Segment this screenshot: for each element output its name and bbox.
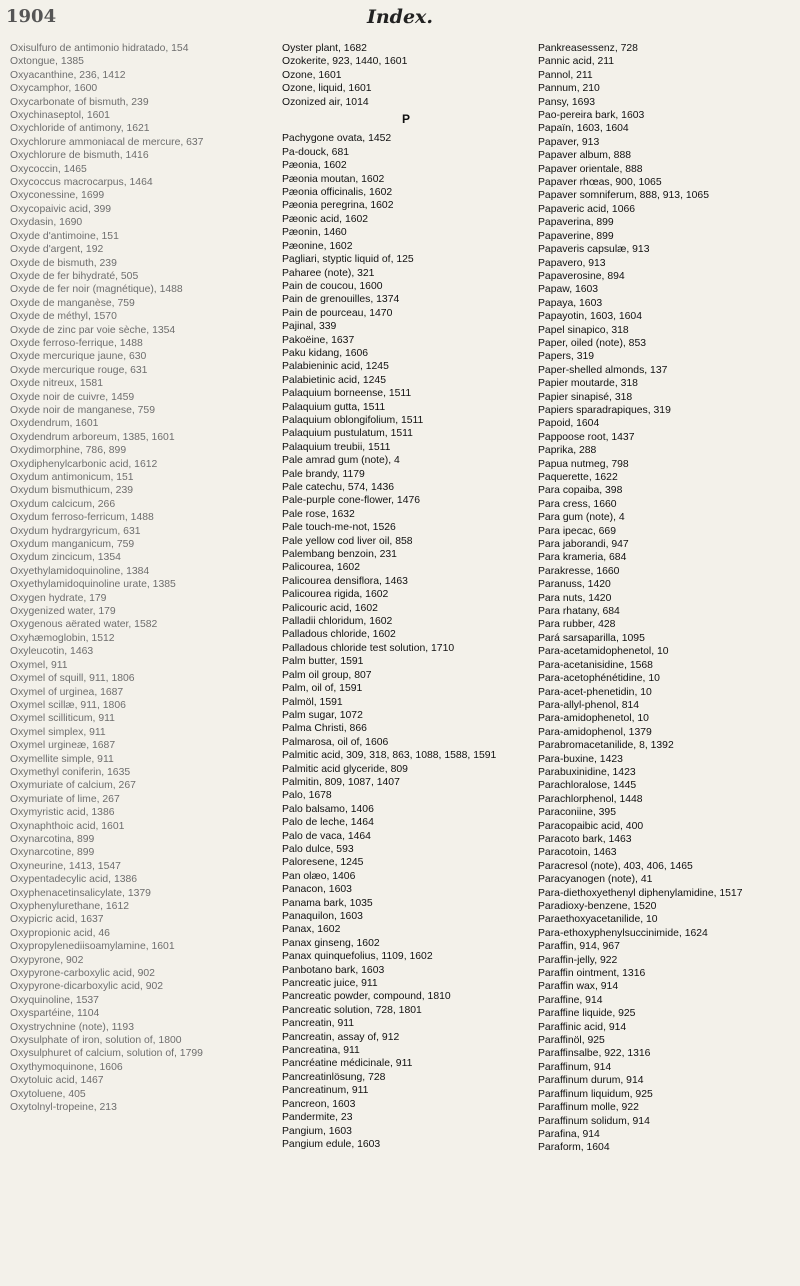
index-entry: Pangium, 1603 (282, 1125, 352, 1137)
index-entry: Pain de pourceau, 1470 (282, 307, 393, 319)
index-entry: Paraffinum solidum, 914 (538, 1115, 650, 1127)
index-entry: Oxycarbonate of bismuth, 239 (10, 96, 149, 108)
index-entry: Oxyde de manganèse, 759 (10, 297, 135, 309)
index-entry: Oxyde de méthyl, 1570 (10, 311, 117, 323)
index-entry: Oxyde de bismuth, 239 (10, 257, 117, 269)
index-entry: Papaverine, 899 (538, 230, 614, 242)
index-entry: Pale touch-me-not, 1526 (282, 522, 396, 534)
index-entry: Oxymel urgineæ, 1687 (10, 740, 116, 752)
index-entry: Palaquium gutta, 1511 (282, 401, 386, 413)
index-entry: Oxydiphenylcarbonic acid, 1612 (10, 458, 158, 470)
index-entry: Para-amidophenetol, 10 (538, 713, 649, 725)
index-entry: Oxyconessine, 1699 (10, 190, 105, 202)
index-entry: Papaverosine, 894 (538, 270, 625, 282)
index-entry: Oxypyrone, 902 (10, 954, 84, 966)
index-entry: Para jaborandi, 947 (538, 539, 629, 551)
index-entry: Pæonic acid, 1602 (282, 213, 369, 225)
index-entry: Oxygenized water, 179 (10, 606, 116, 618)
page-header (0, 4, 800, 34)
index-entry: Papaver album, 888 (538, 150, 631, 162)
index-entry: Paraform, 1604 (538, 1142, 610, 1154)
index-entry: Oxysulphuret of calcium, solution of, 1799 (10, 1048, 203, 1060)
index-entry: Panama bark, 1035 (282, 897, 373, 909)
index-entry: Para gum (note), 4 (538, 512, 625, 524)
index-entry: Papua nutmeg, 798 (538, 458, 629, 470)
index-entry: Pancreatin, 911 (282, 1018, 355, 1030)
index-entry: Panax quinquefolius, 1109, 1602 (282, 951, 433, 963)
index-entry: Palabietinic acid, 1245 (282, 374, 386, 386)
index-entry: Para ipecac, 669 (538, 525, 616, 537)
index-entry: Para rhatany, 684 (538, 606, 620, 618)
index-entry: Pan olæo, 1406 (282, 870, 356, 882)
index-entry: Pain de grenouilles, 1374 (282, 294, 400, 306)
index-entry: Para-diethoxyethenyl diphenylamidine, 1517 (538, 887, 743, 899)
index-entry: Palaquium pustulatum, 1511 (282, 428, 413, 440)
index-entry: Ozonized air, 1014 (282, 96, 369, 108)
index-entry: Pappoose root, 1437 (538, 431, 635, 443)
index-entry: Pancreatina, 911 (282, 1045, 360, 1057)
index-entry: Pannol, 211 (538, 69, 593, 81)
index-entry: Para-acetophénétidine, 10 (538, 673, 660, 685)
index-entry: Pannum, 210 (538, 83, 600, 95)
index-entry: Oxymel, 911 (10, 659, 68, 671)
index-entry: Oxythymoquinone, 1606 (10, 1061, 123, 1073)
index-entry: Oxymel scilliticum, 911 (10, 713, 115, 725)
index-entry: Paradioxy-benzene, 1520 (538, 901, 657, 912)
index-entry: Paraffinöl, 925 (538, 1035, 605, 1047)
index-entry: Palladous chloride test solution, 1710 (282, 642, 455, 654)
index-entry: Oxymyristic acid, 1386 (10, 807, 115, 819)
index-entry: Papayotin, 1603, 1604 (538, 311, 642, 323)
index-entry: Oxypyrone-carboxylic acid, 902 (10, 968, 155, 980)
index-entry: Paraffinum durum, 914 (538, 1075, 644, 1087)
index-entry: Paraffin, 914, 967 (538, 941, 620, 953)
index-entry: Paracyanogen (note), 41 (538, 874, 653, 886)
index-entry: Oxydum antimonicum, 151 (10, 472, 134, 483)
page-number: 1904 (6, 6, 57, 27)
index-entry: Paraffin-jelly, 922 (538, 954, 618, 966)
index-entry: Ozone, liquid, 1601 (282, 83, 372, 95)
index-entry: Paraffinic acid, 914 (538, 1021, 627, 1033)
index-entry: Oxyleucotin, 1463 (10, 646, 94, 658)
index-entry: Palm sugar, 1072 (282, 709, 363, 721)
index-entry: Oxyacanthine, 236, 1412 (10, 69, 126, 81)
index-entry: Papel sinapico, 318 (538, 324, 629, 336)
index-entry: Oxyde d'antimoine, 151 (10, 230, 119, 242)
index-entry: Papaver, 913 (538, 136, 600, 148)
index-entry: Pæonia officinalis, 1602 (282, 187, 393, 199)
index-entry: Palo de leche, 1464 (282, 817, 374, 829)
index-entry: Paranuss, 1420 (538, 579, 611, 591)
index-entry: Pale rose, 1632 (282, 508, 355, 520)
index-entry: Oxytolnyl-tropeine, 213 (10, 1102, 117, 1114)
index-entry: Pancreatic juice, 911 (282, 978, 378, 990)
index-entry: Oxynarcotine, 899 (10, 847, 95, 859)
index-entry: Oxyde nitreux, 1581 (10, 378, 103, 390)
index-entry: Para-allyl-phenol, 814 (538, 699, 640, 711)
index-entry: Oxystrychnine (note), 1193 (10, 1021, 134, 1033)
index-entry: Pancreatinum, 911 (282, 1085, 369, 1097)
index-entry: Papier sinapisé, 318 (538, 391, 633, 403)
index-entry: Pagliari, styptic liquid of, 125 (282, 254, 414, 266)
index-entry: Pancreon, 1603 (282, 1098, 356, 1110)
index-entry: Oxydimorphine, 786, 899 (10, 445, 127, 457)
index-entry: Paracopaibic acid, 400 (538, 820, 644, 832)
index-entry: Oxygen hydrate, 179 (10, 592, 107, 604)
index-entry: Papaw, 1603 (538, 284, 599, 296)
index-entry: Paraffinum, 914 (538, 1061, 612, 1073)
index-entry: Oxyspartéine, 1104 (10, 1008, 100, 1020)
index-entry: Oxymel of squill, 911, 1806 (10, 673, 135, 685)
index-entry: Oxtongue, 1385 (10, 56, 84, 68)
index-entry: Parabromacetanilide, 8, 1392 (538, 740, 674, 752)
index-entry: Panaquilon, 1603 (282, 911, 363, 922)
index-entry: Paracresol (note), 403, 406, 1465 (538, 860, 693, 872)
index-entry: Panax, 1602 (282, 924, 341, 936)
index-entry: Pandermite, 23 (282, 1112, 353, 1124)
index-entry: Oxyde noir de cuivre, 1459 (10, 391, 135, 403)
index-column-middle-o-entries (282, 42, 530, 109)
index-entry: Palmöl, 1591 (282, 696, 343, 708)
index-entry: Palo, 1678 (282, 790, 332, 802)
index-entry: Oxynaphthoic acid, 1601 (10, 820, 125, 832)
index-entry: Panbotano bark, 1603 (282, 964, 385, 976)
index-entry: Pangium edule, 1603 (282, 1138, 381, 1150)
index-entry: Parachlorphenol, 1448 (538, 793, 643, 805)
index-entry: Pakoëine, 1637 (282, 334, 355, 346)
index-entry: Oxyneurine, 1413, 1547 (10, 860, 121, 872)
index-entry: Pæonin, 1460 (282, 227, 347, 239)
index-entry: Papers, 319 (538, 351, 595, 363)
index-entry: Palmitic acid, 309, 318, 863, 1088, 1588, 1591 (282, 750, 497, 762)
index-entry: Paracotoin, 1463 (538, 847, 617, 859)
index-entry: Paku kidang, 1606 (282, 347, 369, 359)
index-entry: Oxycamphor, 1600 (10, 83, 98, 95)
index-entry: Pæonia, 1602 (282, 160, 347, 172)
index-entry: Pale yellow cod liver oil, 858 (282, 535, 413, 547)
index-entry: Para-buxine, 1423 (538, 753, 623, 765)
index-entry: Palaquium borneense, 1511 (282, 388, 412, 400)
index-entry: Pale catechu, 574, 1436 (282, 482, 395, 493)
index-entry: Paraethoxyacetanilide, 10 (538, 914, 658, 926)
index-entry: Para-ethoxyphenylsuccinimide, 1624 (538, 927, 708, 939)
index-entry: Pale amrad gum (note), 4 (282, 455, 400, 467)
index-entry: Paharee (note), 321 (282, 267, 375, 279)
index-entry: Palicouric acid, 1602 (282, 602, 378, 614)
index-entry: Oxytoluene, 405 (10, 1088, 86, 1100)
index-entry: Para-acet-phenetidin, 10 (538, 686, 652, 698)
index-entry: Oxydasin, 1690 (10, 217, 83, 229)
index-entry: Papaver rhœas, 900, 1065 (538, 177, 662, 189)
index-entry: Oxyethylamidoquinoline urate, 1385 (10, 579, 176, 591)
index-entry: Oxydum manganicum, 759 (10, 539, 135, 551)
index-entry: Palicourea, 1602 (282, 562, 360, 574)
index-entry: Oxychinaseptol, 1601 (10, 110, 110, 122)
index-entry: Oxydum bismuthicum, 239 (10, 485, 134, 497)
index-entry: Parachloralose, 1445 (538, 780, 637, 792)
section-letter-heading: P (401, 112, 410, 127)
index-entry: Oxymel of urginea, 1687 (10, 686, 124, 698)
index-entry: Oxyphenylurethane, 1612 (10, 901, 130, 912)
index-entry: Palicourea rigida, 1602 (282, 589, 389, 601)
index-entry: Oxyde ferroso-ferrique, 1488 (10, 337, 143, 349)
index-entry: Palmitic acid glyceride, 809 (282, 763, 408, 775)
index-entry: Pancreatic solution, 728, 1801 (282, 1004, 422, 1016)
index-entry: Para-acetanisidine, 1568 (538, 659, 653, 671)
index-entry: Paraffinum liquidum, 925 (538, 1088, 653, 1100)
index-entry: Oxypropionic acid, 46 (10, 927, 110, 939)
index-entry: Paracoto bark, 1463 (538, 833, 632, 845)
index-entry: Pancreatinlösung, 728 (282, 1071, 386, 1083)
index-entry: Palaquium oblongifolium, 1511 (282, 414, 424, 426)
index-entry: Oxyethylamidoquinoline, 1384 (10, 565, 150, 577)
index-entry: Parafina, 914 (538, 1128, 600, 1140)
index-entry: Oxyde de fer bihydraté, 505 (10, 270, 139, 282)
index-entry: Papaya, 1603 (538, 297, 603, 309)
index-entry: Oxychlorure de bismuth, 1416 (10, 150, 149, 162)
index-entry: Papaveris capsulæ, 913 (538, 244, 650, 256)
index-entry: Paper-shelled almonds, 137 (538, 364, 668, 376)
page-title: Index. (366, 6, 434, 28)
index-entry: Palaquium treubii, 1511 (282, 441, 391, 453)
index-entry: Papier moutarde, 318 (538, 378, 638, 390)
index-entry: Pankreasessenz, 728 (538, 43, 638, 54)
index-entry: Papoid, 1604 (538, 418, 600, 430)
index-entry: Pajinal, 339 (282, 321, 337, 333)
index-entry: Palm butter, 1591 (282, 656, 364, 668)
index-entry: Papaïn, 1603, 1604 (538, 123, 629, 135)
index-column-middle-p-entries (282, 132, 530, 1151)
index-entry: Oxypentadecylic acid, 1386 (10, 874, 138, 886)
index-entry: Palo balsamo, 1406 (282, 803, 374, 815)
index-entry: Palma Christi, 866 (282, 723, 367, 735)
index-entry: Oxymel simplex, 911 (10, 726, 106, 738)
index-entry: Oxydendrum arboreum, 1385, 1601 (10, 431, 175, 443)
index-entry: Oxycoccus macrocarpus, 1464 (10, 177, 153, 189)
index-entry: Para rubber, 428 (538, 619, 616, 631)
index-entry: Ozokerite, 923, 1440, 1601 (282, 56, 408, 68)
index-entry: Pachygone ovata, 1452 (282, 133, 392, 145)
index-entry: Palladous chloride, 1602 (282, 629, 396, 641)
index-entry: Para copaiba, 398 (538, 485, 623, 497)
index-entry: Palm, oil of, 1591 (282, 683, 363, 695)
index-entry: Pao-pereira bark, 1603 (538, 110, 645, 122)
index-entry: Pansy, 1693 (538, 96, 595, 108)
index-entry: Paraconiine, 395 (538, 807, 616, 819)
index-entry: Oxycoccin, 1465 (10, 163, 87, 175)
index-entry: Pa-douck, 681 (282, 146, 350, 158)
index-entry: Parakresse, 1660 (538, 565, 620, 577)
index-column-middle (282, 42, 530, 1151)
index-entry: Ozone, 1601 (282, 69, 342, 81)
index-entry: Papaverina, 899 (538, 217, 614, 229)
index-entry: Oxydum zincicum, 1354 (10, 552, 121, 564)
index-entry: Oxynarcotina, 899 (10, 833, 95, 845)
index-entry: Oxyde mercurique rouge, 631 (10, 364, 148, 376)
index-entry: Paraffin ointment, 1316 (538, 968, 646, 980)
index-entry: Paraffinsalbe, 922, 1316 (538, 1048, 651, 1060)
index-entry: Palmitin, 809, 1087, 1407 (282, 776, 400, 788)
index-column-left (10, 42, 268, 1115)
index-entry: Para-amidophenol, 1379 (538, 726, 652, 738)
index-entry: Para-acetamidophenetol, 10 (538, 646, 669, 658)
index-entry: Oyster plant, 1682 (282, 43, 367, 54)
index-entry: Oxypicric acid, 1637 (10, 914, 104, 926)
index-entry: Oxysulphate of iron, solution of, 1800 (10, 1035, 182, 1047)
index-entry: Oxymuriate of lime, 267 (10, 793, 120, 805)
index-entry: Para krameria, 684 (538, 552, 627, 564)
index-entry: Oxymuriate of calcium, 267 (10, 780, 136, 792)
index-entry: Paraffinum molle, 922 (538, 1102, 639, 1114)
index-entry: Pæonine, 1602 (282, 240, 353, 252)
index-entry: Pancreatin, assay of, 912 (282, 1031, 400, 1043)
index-entry: Oxyphenacetinsalicylate, 1379 (10, 887, 151, 899)
index-entry: Paraffine liquide, 925 (538, 1008, 636, 1020)
index-entry: Oxypyrone-dicarboxylic acid, 902 (10, 981, 164, 993)
index-entry: Palo dulce, 593 (282, 843, 354, 855)
index-entry: Oxyde mercurique jaune, 630 (10, 351, 147, 363)
index-entry: Palm oil group, 807 (282, 669, 372, 681)
index-entry: Oxymel scillæ, 911, 1806 (10, 699, 126, 711)
index-entry: Paloresene, 1245 (282, 857, 364, 869)
index-entry: Pannic acid, 211 (538, 56, 615, 68)
index-entry: Oxyquinoline, 1537 (10, 994, 99, 1006)
index-entry: Pæonia peregrina, 1602 (282, 200, 394, 212)
index-entry: Oxisulfuro de antimonio hidratado, 154 (10, 43, 189, 54)
index-entry: Oxycopaivic acid, 399 (10, 203, 112, 215)
index-entry: Palicourea densiflora, 1463 (282, 575, 408, 587)
index-entry: Para nuts, 1420 (538, 592, 612, 604)
index-entry: Pancréatine médicinale, 911 (282, 1058, 413, 1070)
index-entry: Oxyde d'argent, 192 (10, 244, 104, 256)
index-entry: Paraffin wax, 914 (538, 981, 619, 993)
index-entry: Pæonia moutan, 1602 (282, 173, 385, 185)
index-entry: Palembang benzoin, 231 (282, 549, 397, 561)
index-entry: Papaveric acid, 1066 (538, 203, 636, 215)
index-entry: Oxyhæmoglobin, 1512 (10, 632, 115, 644)
index-entry: Oxymethyl coniferin, 1635 (10, 766, 131, 778)
index-entry: Oxymellite simple, 911 (10, 753, 114, 765)
index-entry: Paper, oiled (note), 853 (538, 337, 647, 349)
index-entry: Parabuxinidine, 1423 (538, 766, 636, 778)
index-entry: Oxyde de fer noir (magnétique), 1488 (10, 284, 183, 296)
index-entry: Palmarosa, oil of, 1606 (282, 736, 389, 748)
index-entry: Oxyde de zinc par voie sèche, 1354 (10, 324, 176, 336)
index-entry: Papavero, 913 (538, 257, 606, 269)
index-entry: Oxyde noir de manganese, 759 (10, 404, 155, 416)
index-entry: Oxygenous aërated water, 1582 (10, 619, 158, 631)
index-entry: Pale brandy, 1179 (282, 468, 365, 480)
index-entry: Oxydum ferroso-ferricum, 1488 (10, 512, 154, 524)
index-column-right (538, 42, 796, 1155)
index-entry: Palladii chloridum, 1602 (282, 616, 393, 628)
index-entry: Oxydum calcicum, 266 (10, 498, 116, 510)
index-entry: Panax ginseng, 1602 (282, 937, 380, 949)
index-entry: Papaver somniferum, 888, 913, 1065 (538, 190, 709, 202)
index-entry: Pará sarsaparilla, 1095 (538, 632, 645, 644)
index-entry: Para cress, 1660 (538, 498, 617, 510)
index-entry: Pain de coucou, 1600 (282, 280, 383, 292)
index-entry: Pancreatic powder, compound, 1810 (282, 991, 451, 1003)
index-entry: Oxytoluic acid, 1467 (10, 1075, 104, 1087)
index-entry: Paraffine, 914 (538, 994, 603, 1006)
index-entry: Paprika, 288 (538, 445, 597, 457)
index-entry: Oxypropylenediisoamylamine, 1601 (10, 941, 175, 953)
index-entry: Palo de vaca, 1464 (282, 830, 371, 842)
index-entry: Papaver orientale, 888 (538, 163, 643, 175)
index-entry: Oxychloride of antimony, 1621 (10, 123, 150, 135)
index-entry: Oxydendrum, 1601 (10, 418, 99, 430)
index-entry: Palabieninic acid, 1245 (282, 361, 389, 373)
index-entry: Papiers sparadrapiques, 319 (538, 404, 671, 416)
index-entry: Pale-purple cone-flower, 1476 (282, 495, 421, 507)
index-entry: Oxydum hydrargyricum, 631 (10, 525, 141, 537)
index-entry: Panacon, 1603 (282, 884, 352, 896)
index-entry: Paquerette, 1622 (538, 472, 618, 483)
index-entry: Oxychlorure ammoniacal de mercure, 637 (10, 136, 204, 148)
